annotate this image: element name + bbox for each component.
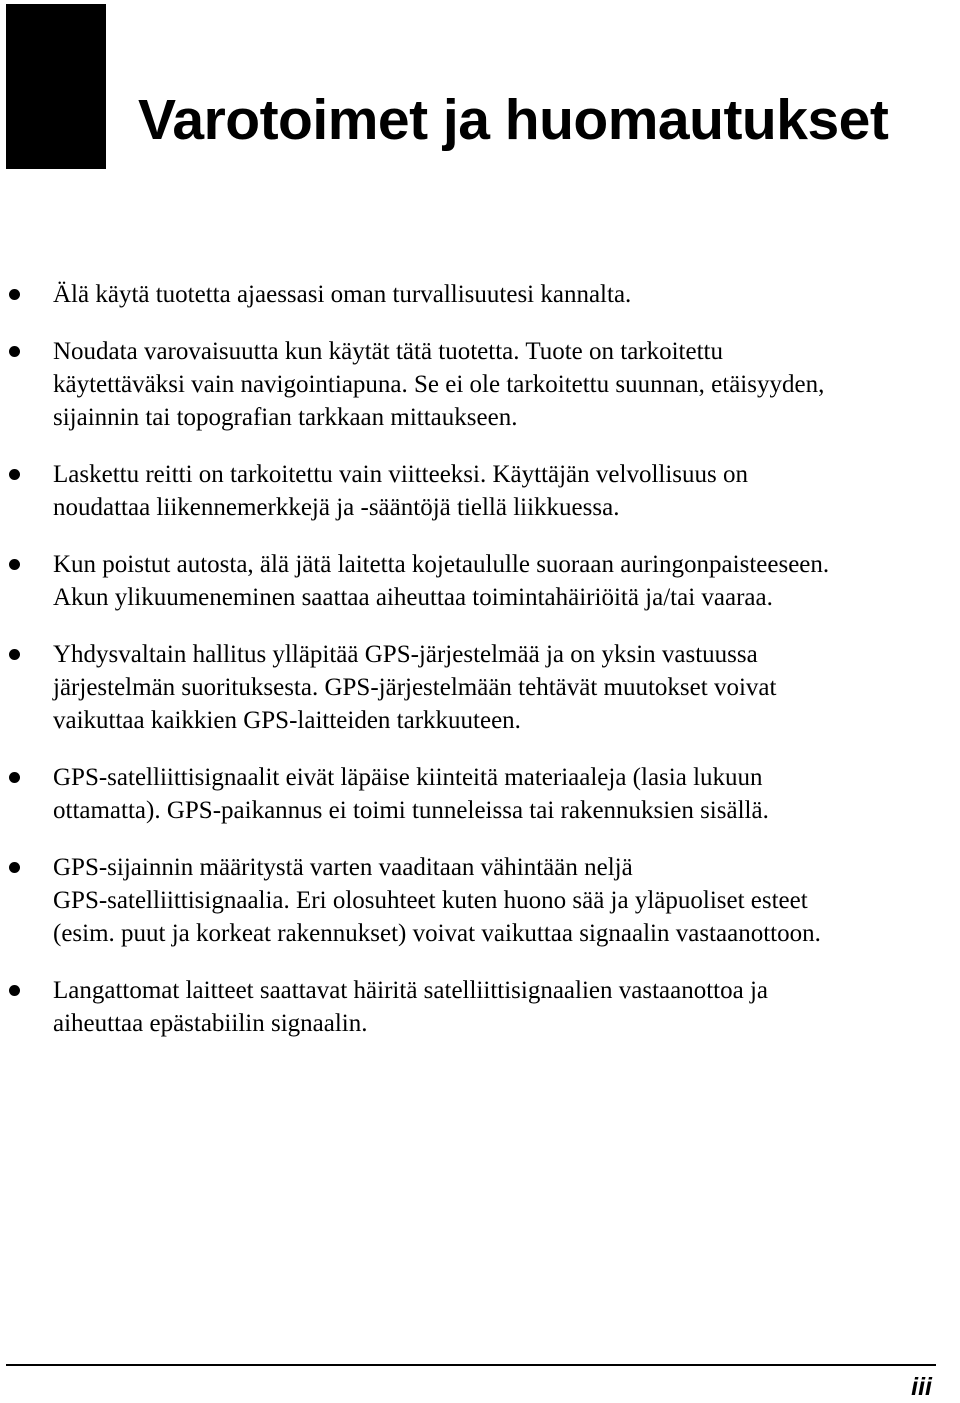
- list-item-line: Langattomat laitteet saattavat häiritä satelliittisignaalien vastaanottoa ja: [53, 977, 769, 1004]
- list-item: [0, 335, 960, 434]
- list-item-line: GPS-sijainnin määritystä varten vaaditaan vähintään neljä: [53, 854, 633, 881]
- list-item: [0, 638, 960, 737]
- footer-divider: [6, 1364, 936, 1366]
- bullet-icon: [9, 559, 20, 570]
- list-item-line: käytettäväksi vain navigointiapuna. Se ei ole tarkoitettu suunnan, etäisyyden,: [53, 371, 825, 398]
- page-title: Varotoimet ja huomautukset: [138, 88, 889, 152]
- list-item-line: GPS-satelliittisignaalia. Eri olosuhteet kuten huono sää ja yläpuoliset esteet: [53, 887, 808, 914]
- list-item-line: sijainnin tai topografian tarkkaan mittaukseen.: [53, 404, 518, 431]
- list-item: [0, 851, 960, 950]
- precautions-list: [0, 278, 960, 1064]
- bullet-icon: [9, 346, 20, 357]
- list-item-line: GPS-satelliittisignaalit eivät läpäise kiinteitä materiaaleja (lasia lukuun: [53, 764, 763, 791]
- list-item: [0, 278, 960, 311]
- list-item-line: noudattaa liikennemerkkejä ja -sääntöjä tiellä liikkuessa.: [53, 494, 620, 521]
- list-item: [0, 761, 960, 827]
- list-item-line: Kun poistut autosta, älä jätä laitetta kojetaululle suoraan auringonpaisteeseen.: [53, 551, 830, 578]
- list-item-line: Laskettu reitti on tarkoitettu vain viitteeksi. Käyttäjän velvollisuus on: [53, 461, 748, 488]
- list-item-line: järjestelmän suorituksesta. GPS-järjestelmään tehtävät muutokset voivat: [53, 674, 777, 701]
- list-item: [0, 548, 960, 614]
- list-item-line: aiheuttaa epästabiilin signaalin.: [53, 1010, 368, 1037]
- bullet-icon: [9, 469, 20, 480]
- bullet-icon: [9, 289, 20, 300]
- bullet-icon: [9, 772, 20, 783]
- list-item-line: Yhdysvaltain hallitus ylläpitää GPS-järjestelmää ja on yksin vastuussa: [53, 641, 758, 668]
- list-item: [0, 974, 960, 1040]
- bullet-icon: [9, 649, 20, 660]
- page-number: iii: [911, 1373, 932, 1401]
- list-item: [0, 458, 960, 524]
- bullet-icon: [9, 862, 20, 873]
- list-item-line: ottamatta). GPS-paikannus ei toimi tunneleissa tai rakennuksien sisällä.: [53, 797, 769, 824]
- list-item-line: Älä käytä tuotetta ajaessasi oman turvallisuutesi kannalta.: [53, 281, 632, 308]
- bullet-icon: [9, 985, 20, 996]
- chapter-marker-block: [6, 4, 106, 169]
- list-item-line: Akun ylikuumeneminen saattaa aiheuttaa toimintahäiriöitä ja/tai vaaraa.: [53, 584, 773, 611]
- list-item-line: Noudata varovaisuutta kun käytät tätä tuotetta. Tuote on tarkoitettu: [53, 338, 723, 365]
- list-item-line: vaikuttaa kaikkien GPS-laitteiden tarkkuuteen.: [53, 707, 521, 734]
- list-item-line: (esim. puut ja korkeat rakennukset) voivat vaikuttaa signaalin vastaanottoon.: [53, 920, 821, 947]
